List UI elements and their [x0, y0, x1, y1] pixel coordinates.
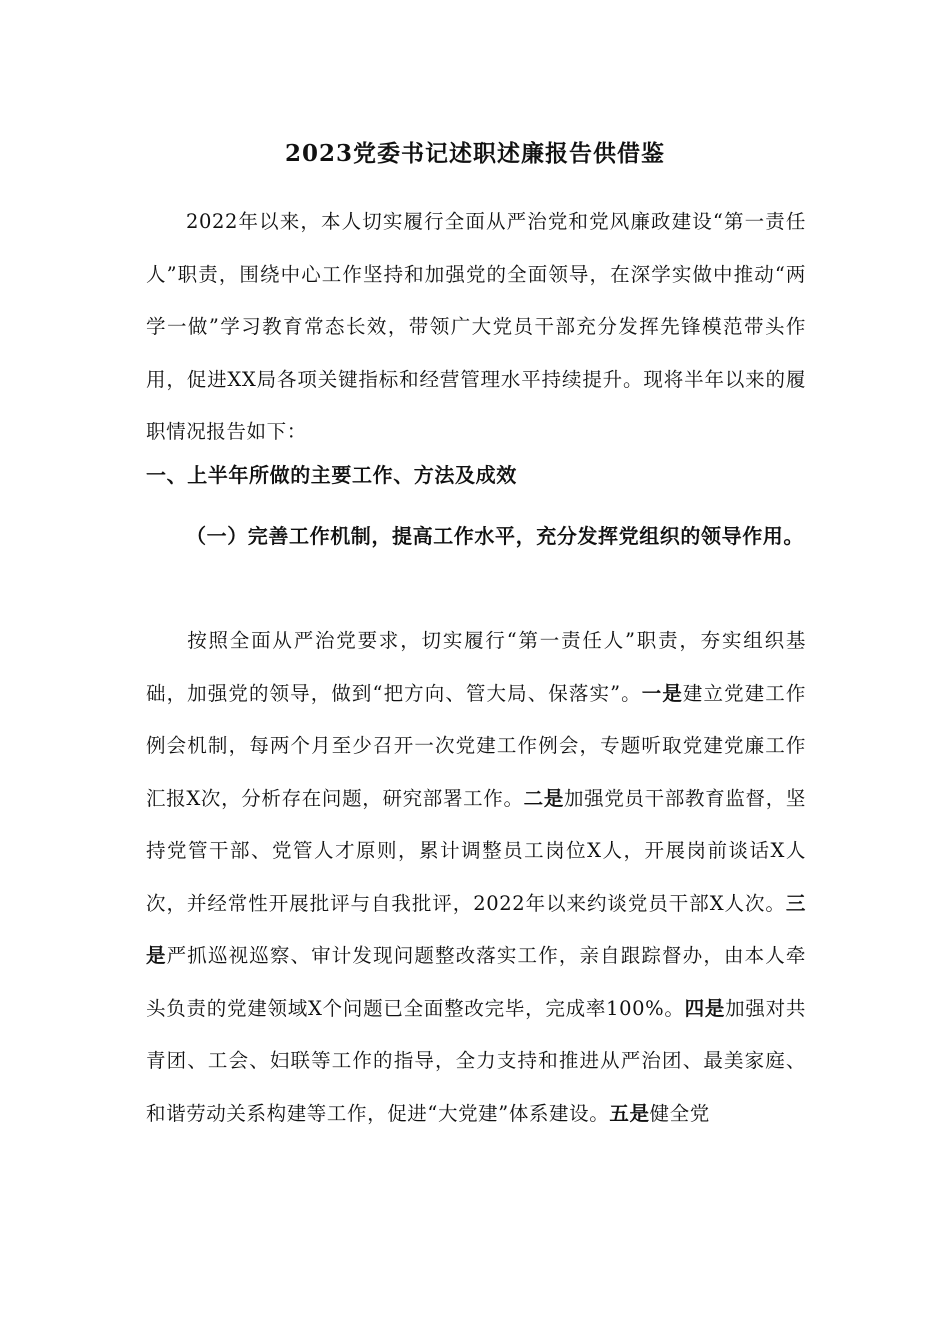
item-text-4: 加强对共青团、工会、妇联等工作的指导，全力支持和推进从严治团、最美家庭、和谐劳动关系构建等工作，促进“大党建”体系建设。	[146, 996, 807, 1125]
document-title: 2023党委书记述职述廉报告供借鉴	[284, 140, 665, 167]
item-text-2: 加强党员干部教育监督，坚持党管干部、党管人才原则，累计调整员工岗位X人，开展岗前谈话X人次，并经常性开展批评与自我批评，2022年以来约谈党员干部X人次。	[146, 786, 806, 915]
item-text-1: 建立党建工作例会机制，每两个月至少召开一次党建工作例会，专题听取党建党廉工作汇报X次，分析存在问题，研究部署工作。	[146, 681, 806, 810]
body-paragraph	[146, 615, 806, 1140]
item-text-5: 健全党	[649, 1101, 710, 1125]
section-heading: 一、上半年所做的主要工作、方法及成效	[146, 463, 517, 487]
item-text-3: 严抓巡视巡察、审计发现问题整改落实工作，亲自跟踪督办，由本人牵头负责的党建领域X个问题已全面整改完毕，完成率100%。	[146, 944, 806, 1020]
intro-paragraph	[146, 196, 806, 459]
subsection-heading	[146, 510, 806, 563]
item-lead-5: 五是	[609, 1101, 650, 1125]
subsection-heading-text: （一）完善工作机制，提高工作水平，充分发挥党组织的领导作用。	[186, 524, 804, 548]
body-opening: 按照全面从严治党要求，切实履行“第一责任人”职责，夯实组织基础，加强党的领导，做到“把方向、管大局、保落实”。	[146, 629, 806, 705]
item-lead-1: 一是	[641, 681, 683, 705]
intro-text: 2022年以来，本人切实履行全面从严治党和党风廉政建设“第一责任人”职责，围绕中心工作坚持和加强党的全面领导，在深学实做中推动“两学一做”学习教育常态长效，带领广大党员干部充分发挥先锋模范带头作用，促进XX局各项关键指标和经营管理水平持续提升。现将半年以来的履职情况报告如下：	[146, 210, 806, 443]
item-lead-2: 二是	[523, 786, 564, 810]
item-lead-3: 三是	[146, 891, 806, 967]
item-lead-4: 四是	[684, 996, 726, 1020]
